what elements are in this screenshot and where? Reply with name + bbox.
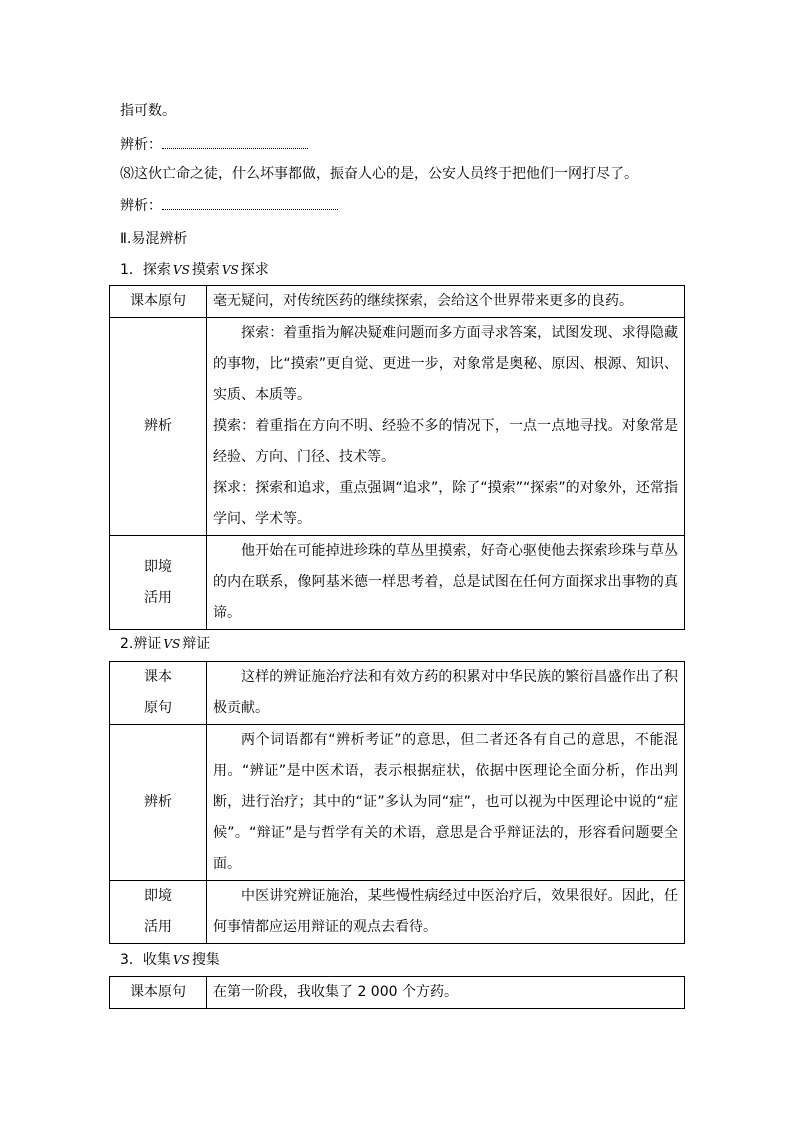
comparison-table-2 bbox=[109, 661, 685, 944]
word-b: 辩证 bbox=[182, 636, 211, 652]
word-b: 摸索 bbox=[191, 262, 220, 278]
sentence-8: ⑻这伙亡命之徒，什么坏事都做，振奋人心的是，公安人员终于把他们一网打尽了。 bbox=[120, 166, 638, 182]
comparison-table-3 bbox=[109, 976, 685, 1009]
row-label bbox=[110, 662, 207, 725]
table-row bbox=[110, 536, 685, 630]
analysis-label: 辨析： bbox=[120, 198, 162, 214]
label-line: 原句 bbox=[144, 700, 172, 716]
word-a: 2.辨证 bbox=[120, 636, 162, 652]
section-title: Ⅱ.易混辨析 bbox=[120, 231, 188, 247]
answer-blank bbox=[162, 197, 338, 210]
label-line: 即境 bbox=[144, 558, 172, 575]
vs-mark: VS bbox=[172, 953, 190, 967]
vs-mark: VS bbox=[172, 263, 190, 277]
analysis-label: 辨析： bbox=[120, 137, 162, 153]
section-heading-2 bbox=[120, 634, 210, 654]
label-line: 即境 bbox=[144, 888, 172, 904]
row-content: 这样的辨证施治疗法和有效方药的积累对中华民族的繁衍昌盛作出了积极贡献。 bbox=[207, 662, 685, 725]
analysis-line bbox=[120, 135, 308, 155]
analysis-paragraph: 摸索：着重指在方向不明、经验不多的情况下，一点一点地寻找。对象常是经验、方向、门径、技术等。 bbox=[213, 418, 678, 465]
section-heading-1 bbox=[120, 260, 269, 280]
row-label: 课本原句 bbox=[110, 286, 207, 318]
row-label bbox=[110, 881, 207, 944]
table-row bbox=[110, 725, 685, 881]
word-a: 3．收集 bbox=[120, 952, 171, 968]
row-content: 他开始在可能掉进珍珠的草丛里摸索，好奇心驱使他去探索珍珠与草丛的内在联系，像阿基米德一样思考着，总是试图在任何方面探求出事物的真谛。 bbox=[207, 536, 685, 630]
table-row bbox=[110, 662, 685, 725]
analysis-paragraph: 探求：探索和追求，重点强调“追求”，除了“摸索”“探索”的对象外，还常指学问、学术等。 bbox=[213, 480, 678, 527]
comparison-table-1 bbox=[109, 285, 685, 630]
analysis-line-2 bbox=[120, 196, 338, 216]
row-content: 在第一阶段，我收集了 2 000 个方药。 bbox=[207, 977, 685, 1009]
row-label: 辨析 bbox=[110, 725, 207, 881]
section-heading-3 bbox=[120, 950, 220, 970]
row-content: 中医讲究辨证施治，某些慢性病经过中医治疗后，效果很好。因此，任何事情都应运用辩证的观点去看待。 bbox=[207, 881, 685, 944]
word-b: 搜集 bbox=[191, 952, 220, 968]
vs-mark: VS bbox=[163, 637, 181, 651]
table-row bbox=[110, 881, 685, 944]
word-c: 探求 bbox=[240, 262, 269, 278]
label-line: 活用 bbox=[144, 919, 172, 935]
table-row bbox=[110, 977, 685, 1009]
row-label: 辨析 bbox=[110, 318, 207, 536]
word-a: 1．探索 bbox=[120, 262, 171, 278]
table-row bbox=[110, 286, 685, 318]
row-label: 课本原句 bbox=[110, 977, 207, 1009]
text-line: 指可数。 bbox=[120, 103, 176, 119]
answer-blank bbox=[162, 136, 308, 149]
label-line: 活用 bbox=[144, 589, 172, 606]
row-content bbox=[207, 318, 685, 536]
row-content: 两个词语都有“辨析考证”的意思，但二者还各有自己的意思，不能混用。“辨证”是中医术语，表示根据症状，依据中医理论全面分析，作出判断，进行治疗；其中的“证”多认为同“症”，也可以视为中医理论中说的“症候”。“辩证”是与哲学有关的术语，意思是合乎辩证法的，形容看问题要全面。 bbox=[207, 725, 685, 881]
row-content: 毫无疑问，对传统医药的继续探索，会给这个世界带来更多的良药。 bbox=[207, 286, 685, 318]
table-row bbox=[110, 318, 685, 536]
row-label bbox=[110, 536, 207, 630]
analysis-paragraph: 探索：着重指为解决疑难问题而多方面寻求答案，试图发现、求得隐藏的事物，比“摸索”更自觉、更进一步，对象常是奥秘、原因、根源、知识、实质、本质等。 bbox=[213, 325, 678, 403]
label-line: 课本 bbox=[144, 669, 172, 685]
vs-mark: VS bbox=[221, 263, 239, 277]
